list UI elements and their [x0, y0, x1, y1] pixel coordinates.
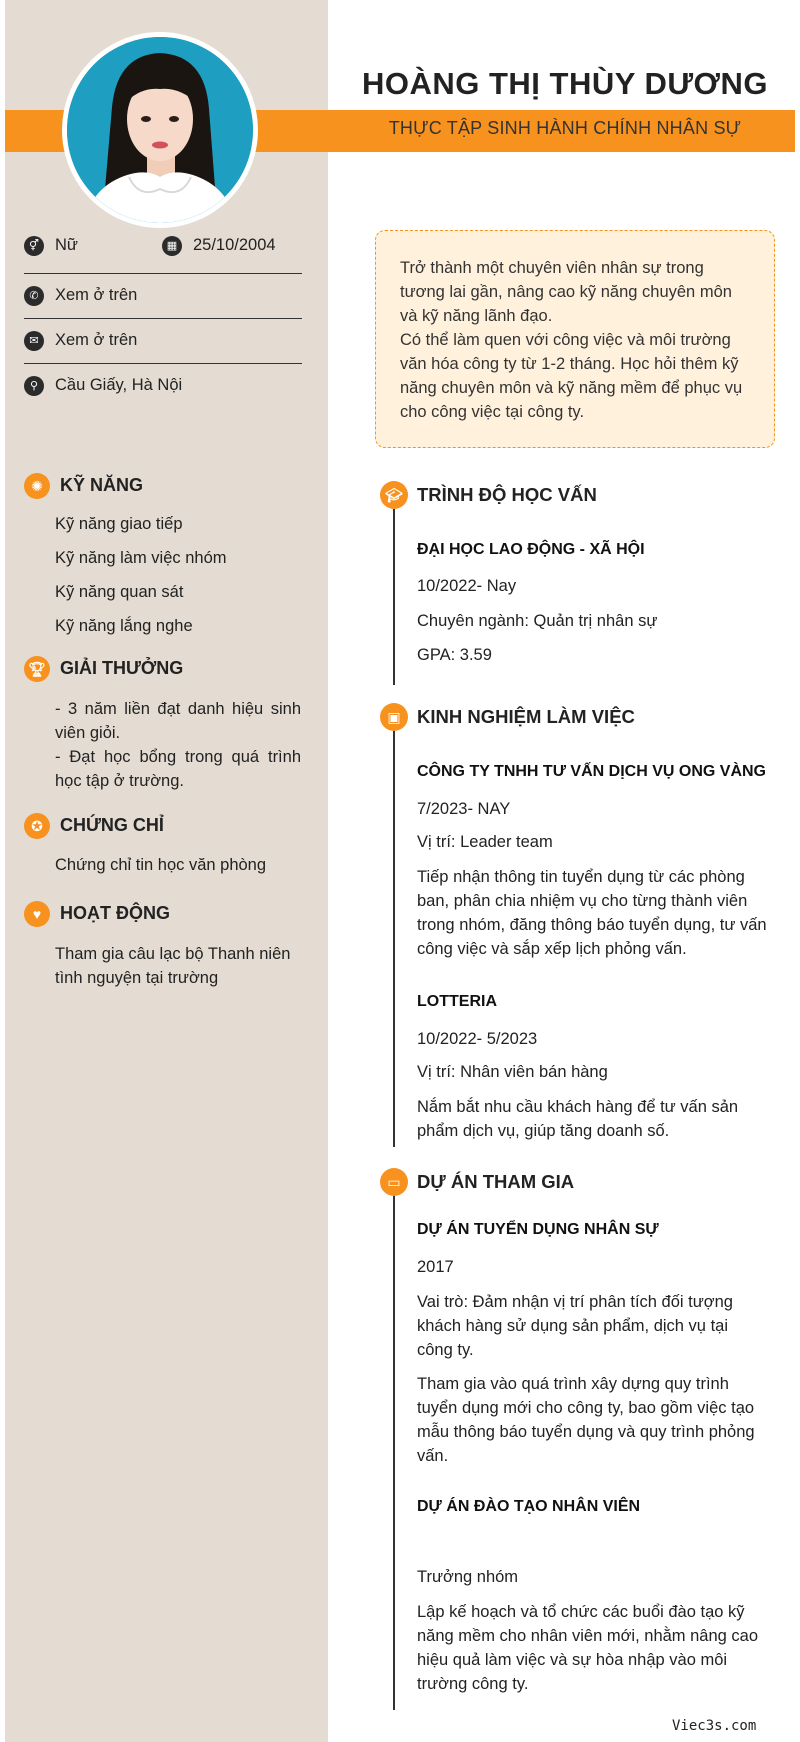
timeline-line — [393, 505, 395, 685]
gear-icon: ✺ — [24, 473, 50, 499]
watermark: Viec3s.com — [672, 1718, 757, 1734]
gender-icon: ⚥ — [24, 236, 44, 256]
email-icon: ✉ — [24, 331, 44, 351]
contact-birthday — [162, 236, 302, 258]
awards-heading: 🏆︎ GIẢI THƯỞNG — [24, 658, 302, 684]
skill-item: Kỹ năng làm việc nhóm — [55, 549, 227, 567]
project-description: Tham gia vào quá trình xây dựng quy trình tuyển dụng mới cho công ty, bao gồm việc tạo mẫu thông báo tuyển dụng và quy trình phỏng vấn. — [417, 1375, 755, 1465]
activity-item: Tham gia câu lạc bộ Thanh niên tình nguyện tại trường — [55, 945, 291, 987]
avatar — [67, 37, 253, 223]
job-position: Vị trí: Leader team — [417, 833, 553, 851]
phone-icon: ✆ — [24, 286, 44, 306]
graduation-cap-icon: 🎓︎ — [380, 481, 408, 509]
education-gpa: GPA: 3.59 — [417, 646, 492, 664]
medal-icon: ✪ — [24, 813, 50, 839]
timeline-line — [393, 727, 395, 1147]
skill-item: Kỹ năng giao tiếp — [55, 515, 183, 533]
candidate-name: HOÀNG THỊ THÙY DƯƠNG — [361, 66, 769, 101]
award-item: - 3 năm liền đạt danh hiệu sinh viên giỏi. — [55, 700, 301, 742]
objective-paragraph: Trở thành một chuyên viên nhân sự trong tương lai gần, nâng cao kỹ năng chuyên môn và kỹ năng lãnh đạo. — [400, 259, 732, 325]
calendar-icon: ▦ — [162, 236, 182, 256]
birthday-value: 25/10/2004 — [193, 236, 276, 254]
email-value: Xem ở trên — [55, 331, 138, 349]
contact-address — [24, 376, 302, 398]
skills-heading: ✺ KỸ NĂNG — [24, 475, 302, 501]
career-objective — [375, 230, 775, 448]
job-description: Tiếp nhận thông tin tuyển dụng từ các phòng ban, phân chia nhiệm vụ cho từng thành viên trong nhóm, đăng thông báo tuyển dụng, tư vấn công việc và sắp xếp lịch phỏng vấn. — [417, 868, 767, 958]
job-company: LOTTERIA — [417, 993, 497, 1010]
objective-paragraph: Có thể làm quen với công việc và môi trường văn hóa công ty từ 1-2 tháng. Học hỏi thêm kỹ năng chuyên môn và kỹ năng mềm để phục vụ cho công việc tại công ty. — [400, 331, 743, 421]
divider — [24, 363, 302, 364]
folder-icon: ▭ — [380, 1168, 408, 1196]
job-time: 7/2023- NAY — [417, 800, 511, 818]
education-major: Chuyên ngành: Quản trị nhân sự — [417, 612, 658, 630]
award-item: - Đạt học bổng trong quá trình học tập ở trường. — [55, 748, 301, 790]
phone-value: Xem ở trên — [55, 286, 138, 304]
candidate-role: THỰC TẬP SINH HÀNH CHÍNH NHÂN SỰ — [388, 118, 742, 138]
project-name: DỰ ÁN TUYỂN DỤNG NHÂN SỰ — [417, 1221, 659, 1238]
skill-item: Kỹ năng lắng nghe — [55, 617, 193, 635]
experience-heading: ▣ KINH NGHIỆM LÀM VIỆC — [380, 706, 760, 734]
contact-gender — [24, 236, 154, 258]
heart-icon: ♥ — [24, 901, 50, 927]
project-description: Lập kế hoạch và tổ chức các buổi đào tạo kỹ năng mềm cho nhân viên mới, nhằm nâng cao hiệu quả làm việc và sự hòa nhập vào môi trường công ty. — [417, 1603, 759, 1693]
project-name: DỰ ÁN ĐÀO TẠO NHÂN VIÊN — [417, 1498, 641, 1515]
gender-value: Nữ — [55, 236, 78, 254]
address-value: Cầu Giấy, Hà Nội — [55, 376, 183, 394]
location-icon: ⚲ — [24, 376, 44, 396]
activities-heading: ♥ HOẠT ĐỘNG — [24, 903, 302, 929]
school-name: ĐẠI HỌC LAO ĐỘNG - XÃ HỘI — [417, 541, 645, 558]
contact-phone — [24, 286, 302, 308]
job-company: CÔNG TY TNHH TƯ VẤN DỊCH VỤ ONG VÀNG — [417, 763, 766, 780]
briefcase-icon: ▣ — [380, 703, 408, 731]
trophy-icon: 🏆︎ — [24, 656, 50, 682]
projects-heading: ▭ DỰ ÁN THAM GIA — [380, 1171, 760, 1199]
job-position: Vị trí: Nhân viên bán hàng — [417, 1063, 608, 1081]
divider — [24, 318, 302, 319]
contact-email — [24, 331, 302, 353]
project-role: Vai trò: Đảm nhận vị trí phân tích đối tượng khách hàng sử dụng sản phẩm, dịch vụ tại công ty. — [417, 1293, 733, 1359]
certificate-item: Chứng chỉ tin học văn phòng — [55, 856, 267, 874]
certificates-heading: ✪ CHỨNG CHỈ — [24, 815, 302, 841]
skill-item: Kỹ năng quan sát — [55, 583, 184, 601]
project-year: 2017 — [417, 1258, 454, 1276]
timeline-line — [393, 1195, 395, 1710]
education-time: 10/2022- Nay — [417, 577, 517, 595]
job-description: Nắm bắt nhu cầu khách hàng để tư vấn sản phẩm dịch vụ, giúp tăng doanh số. — [417, 1098, 739, 1140]
job-time: 10/2022- 5/2023 — [417, 1030, 538, 1048]
project-role: Trưởng nhóm — [417, 1568, 519, 1586]
education-heading: 🎓︎ TRÌNH ĐỘ HỌC VẤN — [380, 484, 760, 512]
divider — [24, 273, 302, 274]
